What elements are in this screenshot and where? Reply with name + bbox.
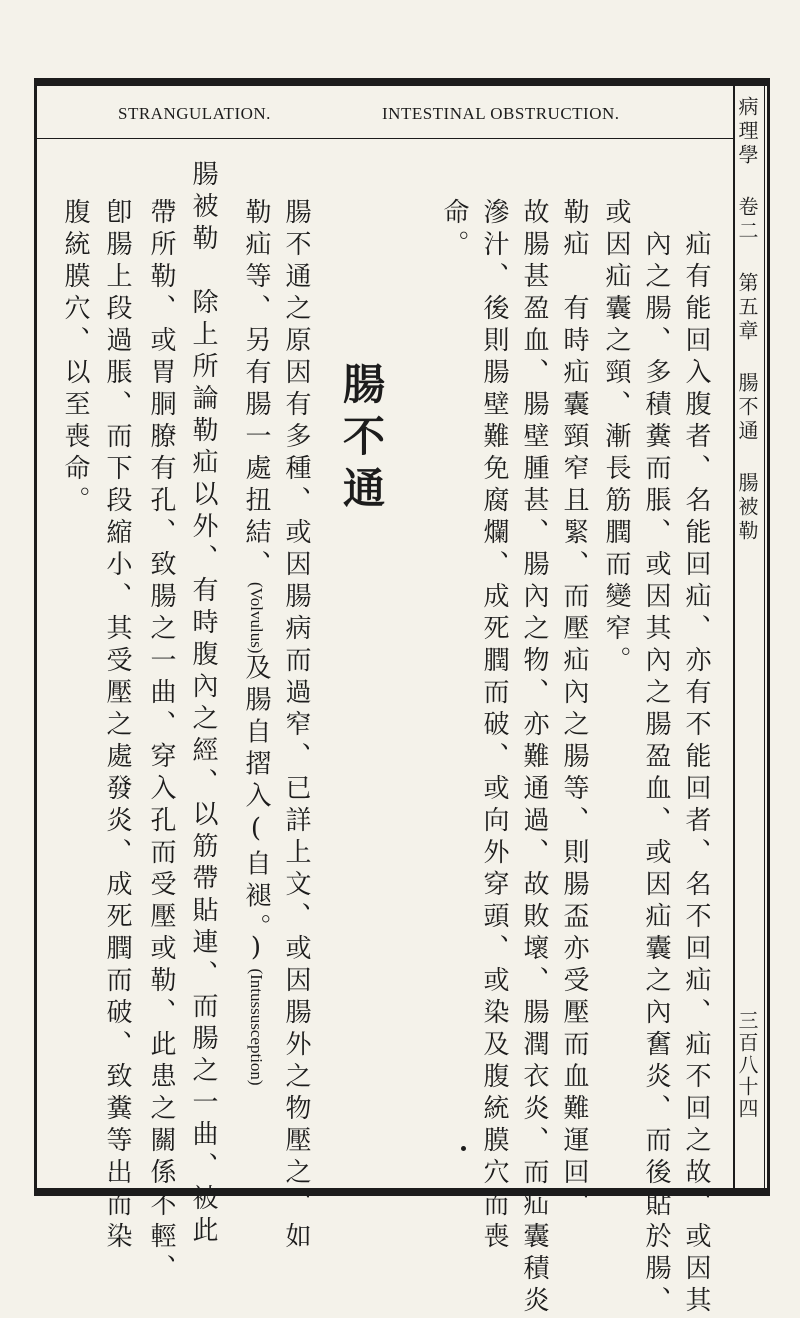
text-column-13: 腹統膜穴、以至喪命。: [60, 198, 90, 518]
running-header-left: STRANGULATION.: [118, 104, 271, 123]
page-number: 三百八十四: [735, 1010, 759, 1120]
running-header-right: INTESTINAL OBSTRUCTION.: [382, 104, 620, 123]
text-column-11: 帶所勒、或胃胴膫有孔、致腸之一曲、穿入孔而受壓或勒、此患之關係不輕、: [146, 198, 176, 1286]
ink-speck: [461, 1146, 466, 1151]
text-column-9: [243, 198, 269, 1086]
text-column-4: 勒疝 有時疝囊頸窄且緊、而壓疝內之腸等、則腸盃亦受壓而血難運回、: [559, 198, 589, 1222]
text-column-2: 內之腸、多積糞而脹、或因其內之腸盈血、或因疝囊之內𡚒炎、而後貼於腸、: [641, 230, 671, 1318]
text-column-3: 或因疝囊之頸、漸長筋膶而變窄。: [601, 198, 631, 678]
text-column-6: 滲汁、後則腸壁難免腐爛、成死膶而破、或向外穿頭、或染及腹統膜穴而喪: [479, 198, 509, 1254]
frame-left-border: [34, 78, 37, 1196]
column-9-text-b: 及腸自摺入: [241, 653, 271, 814]
latin-term-intussusception: (Intussusception): [247, 968, 266, 1086]
text-column-7: 命。: [439, 198, 469, 262]
text-column-10: 腸被勒 除上所論勒疝以外、有時腹內之經、以筋帶貼連、而腸之一曲、被此: [188, 160, 218, 1248]
text-column-8: 腸不通之原因有多種、或因腸病而過窄、已詳上文、或因腸外之物壓之、如: [281, 198, 311, 1254]
latin-term-volvulus: (Volvulus): [247, 582, 266, 654]
header-rule: [37, 138, 733, 139]
section-heading: 腸不通: [337, 362, 386, 518]
margin-chapter-title: 病理學 卷二 第五章 腸不通 腸被勒: [735, 96, 759, 544]
column-9-text-a: 勒疝等、另有腸一處扭結、: [241, 198, 271, 582]
frame-top-border: [34, 78, 770, 86]
margin-rule-outer: [764, 86, 765, 1188]
column-9-text-c: (自褪。): [241, 813, 271, 969]
text-column-1: 疝有能回入腹者、名能回疝、亦有不能回者、名不回疝、疝不回之故、或因其: [681, 230, 711, 1318]
frame-right-border: [767, 78, 770, 1196]
text-column-5: 故腸甚盈血、腸壁腫甚、腸內之物、亦難通過、故敗壞、腸潤衣炎、而疝囊積炎: [519, 198, 549, 1318]
text-column-12: 卽腸上段過脹、而下段縮小、其受壓之處發炎、成死膶而破、致糞等出而染: [102, 198, 132, 1254]
